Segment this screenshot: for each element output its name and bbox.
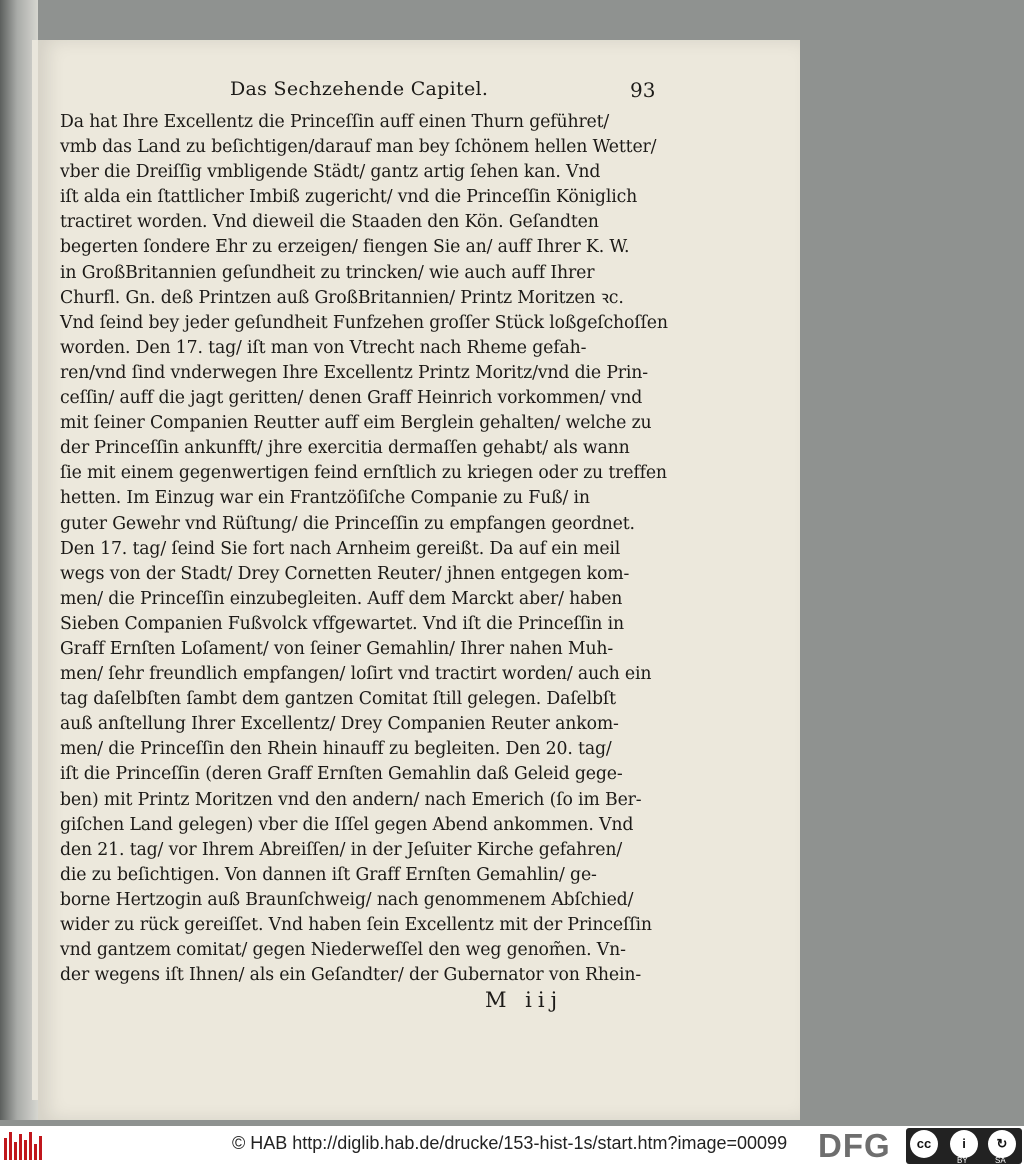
cc-by-label: BY: [957, 1156, 968, 1165]
running-head: Das Sechzehende Capitel.: [230, 78, 489, 100]
cc-icon: cc: [910, 1130, 938, 1158]
text-line: der Princeſſin ankunfft/ jhre exercitia dermaſſen gehabt/ als wann: [60, 438, 630, 459]
text-line: iſt die Princeſſin (deren Graff Ernſten Gemahlin daß Geleid gege-: [60, 764, 623, 785]
text-line: tractiret worden. Vnd dieweil die Staaden den Kön. Geſandten: [60, 212, 599, 233]
scan-background: [800, 0, 1024, 1120]
text-line: auß anſtellung Ihrer Excellentz/ Drey Companien Reuter ankom-: [60, 714, 619, 735]
text-line: iſt alda ein ſtattlicher Imbiß zugericht/ vnd die Princeſſin Königlich: [60, 187, 638, 208]
text-line: Graff Ernſten Loſament/ von ſeiner Gemahlin/ Ihrer nahen Muh-: [60, 638, 614, 659]
body-text: [60, 110, 668, 988]
book-gutter: [0, 0, 38, 1120]
text-line: ben) mit Printz Moritzen vnd den andern/ nach Emerich (ſo im Ber-: [60, 789, 642, 810]
text-line: Den 17. tag/ ſeind Sie fort nach Arnheim gereißt. Da auf ein meil: [60, 538, 621, 559]
text-line: begerten ſondere Ehr zu erzeigen/ fiengen Sie an/ auff Ihrer K. W.: [60, 237, 630, 258]
text-line: die zu beſichtigen. Von dannen iſt Graff Ernſten Gemahlin/ ge-: [60, 864, 597, 885]
text-line: der wegens iſt Ihnen/ als ein Geſandter/ der Gubernator von Rhein-: [60, 965, 642, 986]
page-number: 93: [630, 78, 656, 102]
text-line: wider zu rück gereiſſet. Vnd haben ſein Excellentz mit der Princeſſin: [60, 915, 652, 935]
text-line: Da hat Ihre Excellentz die Princeſſin auff einen Thurn geführet/: [60, 112, 610, 132]
text-line: men/ die Princeſſin den Rhein hinauff zu begleiten. Den 20. tag/: [60, 739, 612, 760]
attribution-icon: i: [950, 1130, 978, 1158]
text-line: Sieben Companien Fußvolck vffgewartet. Vnd iſt die Princeſſin in: [60, 613, 624, 634]
text-line: den 21. tag/ vor Ihrem Abreiſſen/ in der Jeſuiter Kirche gefahren/: [60, 839, 622, 860]
text-line: hetten. Im Einzug war ein Frantzöſiſche Companie zu Fuß/ in: [60, 488, 590, 509]
text-line: vber die Dreiſſig vmbligende Städt/ gantz artig ſehen kan. Vnd: [60, 162, 601, 183]
text-line: ren/vnd ſind vnderwegen Ihre Excellentz Printz Moritz/vnd die Prin-: [60, 362, 648, 383]
text-line: worden. Den 17. tag/ iſt man von Vtrecht nach Rheme gefah-: [60, 337, 587, 358]
text-line: ceſſin/ auff die jagt geritten/ denen Graff Heinrich vorkommen/ vnd: [60, 388, 643, 409]
text-line: in GroßBritannien geſundheit zu trincken/ wie auch auff Ihrer: [60, 262, 595, 283]
text-line: Churfl. Gn. deß Printzen auß GroßBritannien/ Printz Moritzen ꝛc.: [60, 287, 624, 308]
text-line: mit ſeiner Companien Reutter auff eim Berglein gehalten/ welche zu: [60, 413, 652, 434]
cc-sa-label: SA: [995, 1156, 1006, 1165]
text-line: ſie mit einem gegenwertigen feind ernſtlich zu kriegen oder zu treffen: [60, 463, 667, 484]
signature-mark: M iij: [485, 988, 564, 1012]
text-line: giſchen Land gelegen) vber die Iſſel gegen Abend ankommen. Vnd: [60, 814, 634, 835]
text-line: men/ ſehr freundlich empfangen/ loſirt vnd tractirt worden/ auch ein: [60, 664, 652, 685]
text-line: borne Hertzogin auß Braunſchweig/ nach genommenem Abſchied/: [60, 889, 634, 910]
text-line: guter Gewehr vnd Rüſtung/ die Princeſſin zu empfangen geordnet.: [60, 513, 635, 534]
text-line: wegs von der Stadt/ Drey Cornetten Reuter/ jhnen entgegen kom-: [60, 563, 630, 584]
text-line: tag daſelbſten ſambt dem gantzen Comitat ſtill gelegen. Daſelbſt: [60, 689, 616, 710]
text-line: Vnd ſeind bey jeder geſundheit Funfzehen groſſer Stück loßgeſchoſſen: [60, 312, 668, 333]
text-line: men/ die Princeſſin einzubegleiten. Auff dem Marckt aber/ haben: [60, 588, 623, 609]
copyright-link[interactable]: © HAB http://diglib.hab.de/drucke/153-hist-1s/start.htm?image=00099: [232, 1133, 788, 1153]
text-line: vnd gantzem comitat/ gegen Niederweſſel den weg genom̃en. Vn-: [60, 940, 626, 961]
hab-logo-icon[interactable]: [4, 1130, 42, 1160]
share-alike-icon: ↻: [988, 1130, 1016, 1158]
text-line: vmb das Land zu beſichtigen/darauf man bey ſchönem hellen Wetter/: [60, 137, 657, 158]
dfg-logo[interactable]: DFG: [818, 1127, 891, 1164]
